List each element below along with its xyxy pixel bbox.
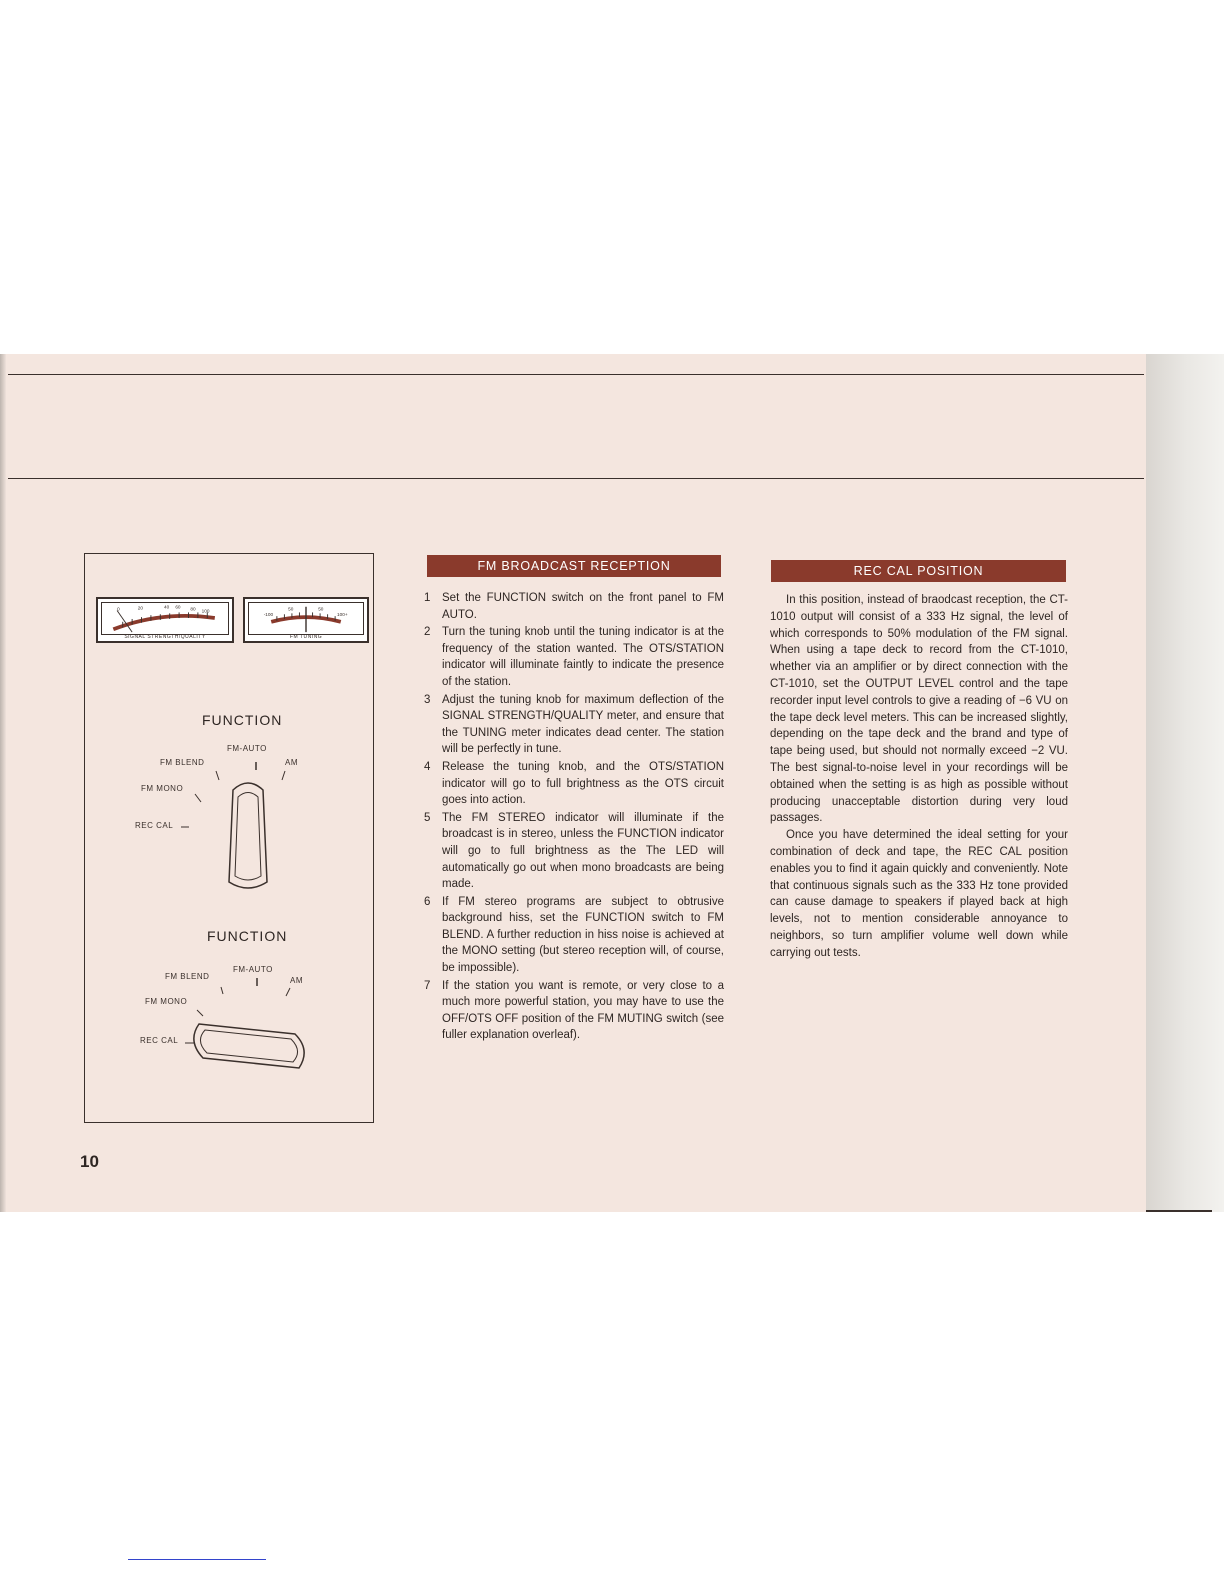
step-number: 3 bbox=[424, 693, 431, 706]
label-fm-auto-lower: FM-AUTO bbox=[233, 965, 273, 974]
page-edge-shadow bbox=[1146, 354, 1224, 1212]
signal-tick-label: 60 bbox=[175, 604, 181, 610]
label-am-lower: AM bbox=[290, 976, 303, 985]
step-text: The FM STEREO indicator will illuminate if the broadcast is in stereo, unless the FUNCTION indicator will go to full brightness as the The LED will automatically go out when mono broadcasts are being made. bbox=[442, 811, 724, 891]
rec-cal-paragraph: In this position, instead of braodcast reception, the CT-1010 output will consist of a 333 Hz signal, the level of which corresponds to 50% modulation of the FM signal. When using a tape deck to record from the CT-1010, whether via an amplifier or by direct connection with the CT-1010, set the OUTPUT LEVEL control and the tape recorder input level controls to give a reading of −6 VU on the tape deck level meters. This can be increased slightly, depending on the tape deck and the brand and type of tape being used, but should not normally exceed −2 VU. The best signal-to-noise level in your recordings will be obtained when the setting is as high as possible without producing unacceptable distortion during very loud passages. bbox=[770, 594, 1068, 825]
step-text: Release the tuning knob, and the OTS/STATION indicator will go to full brightness as the OTS circuit goes into action. bbox=[442, 760, 724, 807]
step-text: Set the FUNCTION switch on the front panel to FM AUTO. bbox=[442, 592, 724, 621]
label-fm-blend-lower: FM BLEND bbox=[165, 972, 210, 981]
fm-steps-list bbox=[422, 590, 724, 1045]
step-item bbox=[422, 590, 724, 623]
signal-tick-label: 40 bbox=[164, 604, 170, 610]
signal-tick-label: 0 bbox=[117, 606, 120, 612]
tuning-tick-label: -100 bbox=[263, 612, 274, 618]
signal-meter-caption: SIGNAL STRENGTH/QUALITY bbox=[124, 634, 206, 640]
binding-edge bbox=[0, 354, 6, 1212]
step-text: Adjust the tuning knob for maximum deflection of the SIGNAL STRENGTH/QUALITY meter, and ensure that the TUNING meter indicates dead center. The station will be perfectly in tune. bbox=[442, 693, 724, 756]
step-text: Turn the tuning knob until the tuning indicator is at the frequency of the station wanted. The OTS/STATION indicator will illuminate faintly to indicate the presence of the station. bbox=[442, 626, 724, 688]
tuning-tick-label: 100+ bbox=[337, 612, 348, 618]
step-item bbox=[422, 692, 724, 758]
rec-cal-header: REC CAL POSITION bbox=[771, 560, 1066, 582]
step-item bbox=[422, 894, 724, 977]
step-text: If FM stereo programs are subject to obtrusive background hiss, set the FUNCTION switch to FM BLEND. A further reduction in hiss noise is achieved at the MONO setting (but stereo reception will, of course, be impossible). bbox=[442, 895, 724, 975]
function-title-lower: FUNCTION bbox=[207, 928, 288, 944]
label-fm-blend: FM BLEND bbox=[160, 758, 205, 767]
page-bottom-edge bbox=[1146, 1210, 1212, 1212]
step-number: 7 bbox=[424, 979, 431, 992]
rec-cal-body bbox=[770, 592, 1068, 962]
step-number: 1 bbox=[424, 592, 431, 604]
step-number: 6 bbox=[424, 895, 431, 908]
label-fm-mono: FM MONO bbox=[141, 784, 184, 793]
page-number: 10 bbox=[80, 1152, 99, 1171]
step-item bbox=[422, 759, 724, 809]
step-text: If the station you want is remote, or very close to a much more powerful station, you may have to use the OFF/OTS OFF position of the FM MUTING switch (see fuller explanation overleaf). bbox=[442, 979, 724, 1042]
step-number: 4 bbox=[424, 760, 431, 773]
function-switch-lower bbox=[85, 554, 375, 1124]
step-number: 5 bbox=[424, 811, 431, 824]
rec-cal-paragraph: Once you have determined the ideal setting for your combination of deck and tape, the REC CAL position enables you to find it again quickly and conveniently. Note that continuous signals such as the 333 Hz tone provided can cause damage to speakers if played back at high levels, not to mention considerable annoyance to neighbors, so turn amplifier volume well down while carrying out tests. bbox=[770, 829, 1068, 959]
tuning-tick-label: 50 bbox=[288, 606, 294, 612]
label-rec-cal-lower: REC CAL bbox=[140, 1036, 179, 1045]
label-fm-mono-lower: FM MONO bbox=[145, 997, 188, 1006]
signal-tick-label: 100 bbox=[201, 608, 210, 614]
illustration-panel bbox=[84, 553, 374, 1123]
step-item bbox=[422, 810, 724, 893]
step-item bbox=[422, 624, 724, 690]
step-number: 2 bbox=[424, 626, 431, 639]
signal-tick-label: 20 bbox=[137, 605, 143, 611]
footer-underline bbox=[128, 1559, 266, 1560]
fm-broadcast-header: FM BROADCAST RECEPTION bbox=[427, 555, 721, 577]
signal-tick-label: 80 bbox=[190, 606, 196, 612]
label-rec-cal: REC CAL bbox=[135, 821, 174, 830]
top-rule bbox=[8, 374, 1144, 375]
header-rule bbox=[8, 478, 1144, 479]
function-title-upper: FUNCTION bbox=[202, 712, 283, 728]
step-item bbox=[422, 978, 724, 1044]
tuning-meter-caption: FM TUNING bbox=[289, 634, 323, 640]
tuning-tick-label: 50 bbox=[318, 606, 324, 612]
label-am: AM bbox=[285, 758, 298, 767]
label-fm-auto: FM-AUTO bbox=[227, 744, 267, 753]
